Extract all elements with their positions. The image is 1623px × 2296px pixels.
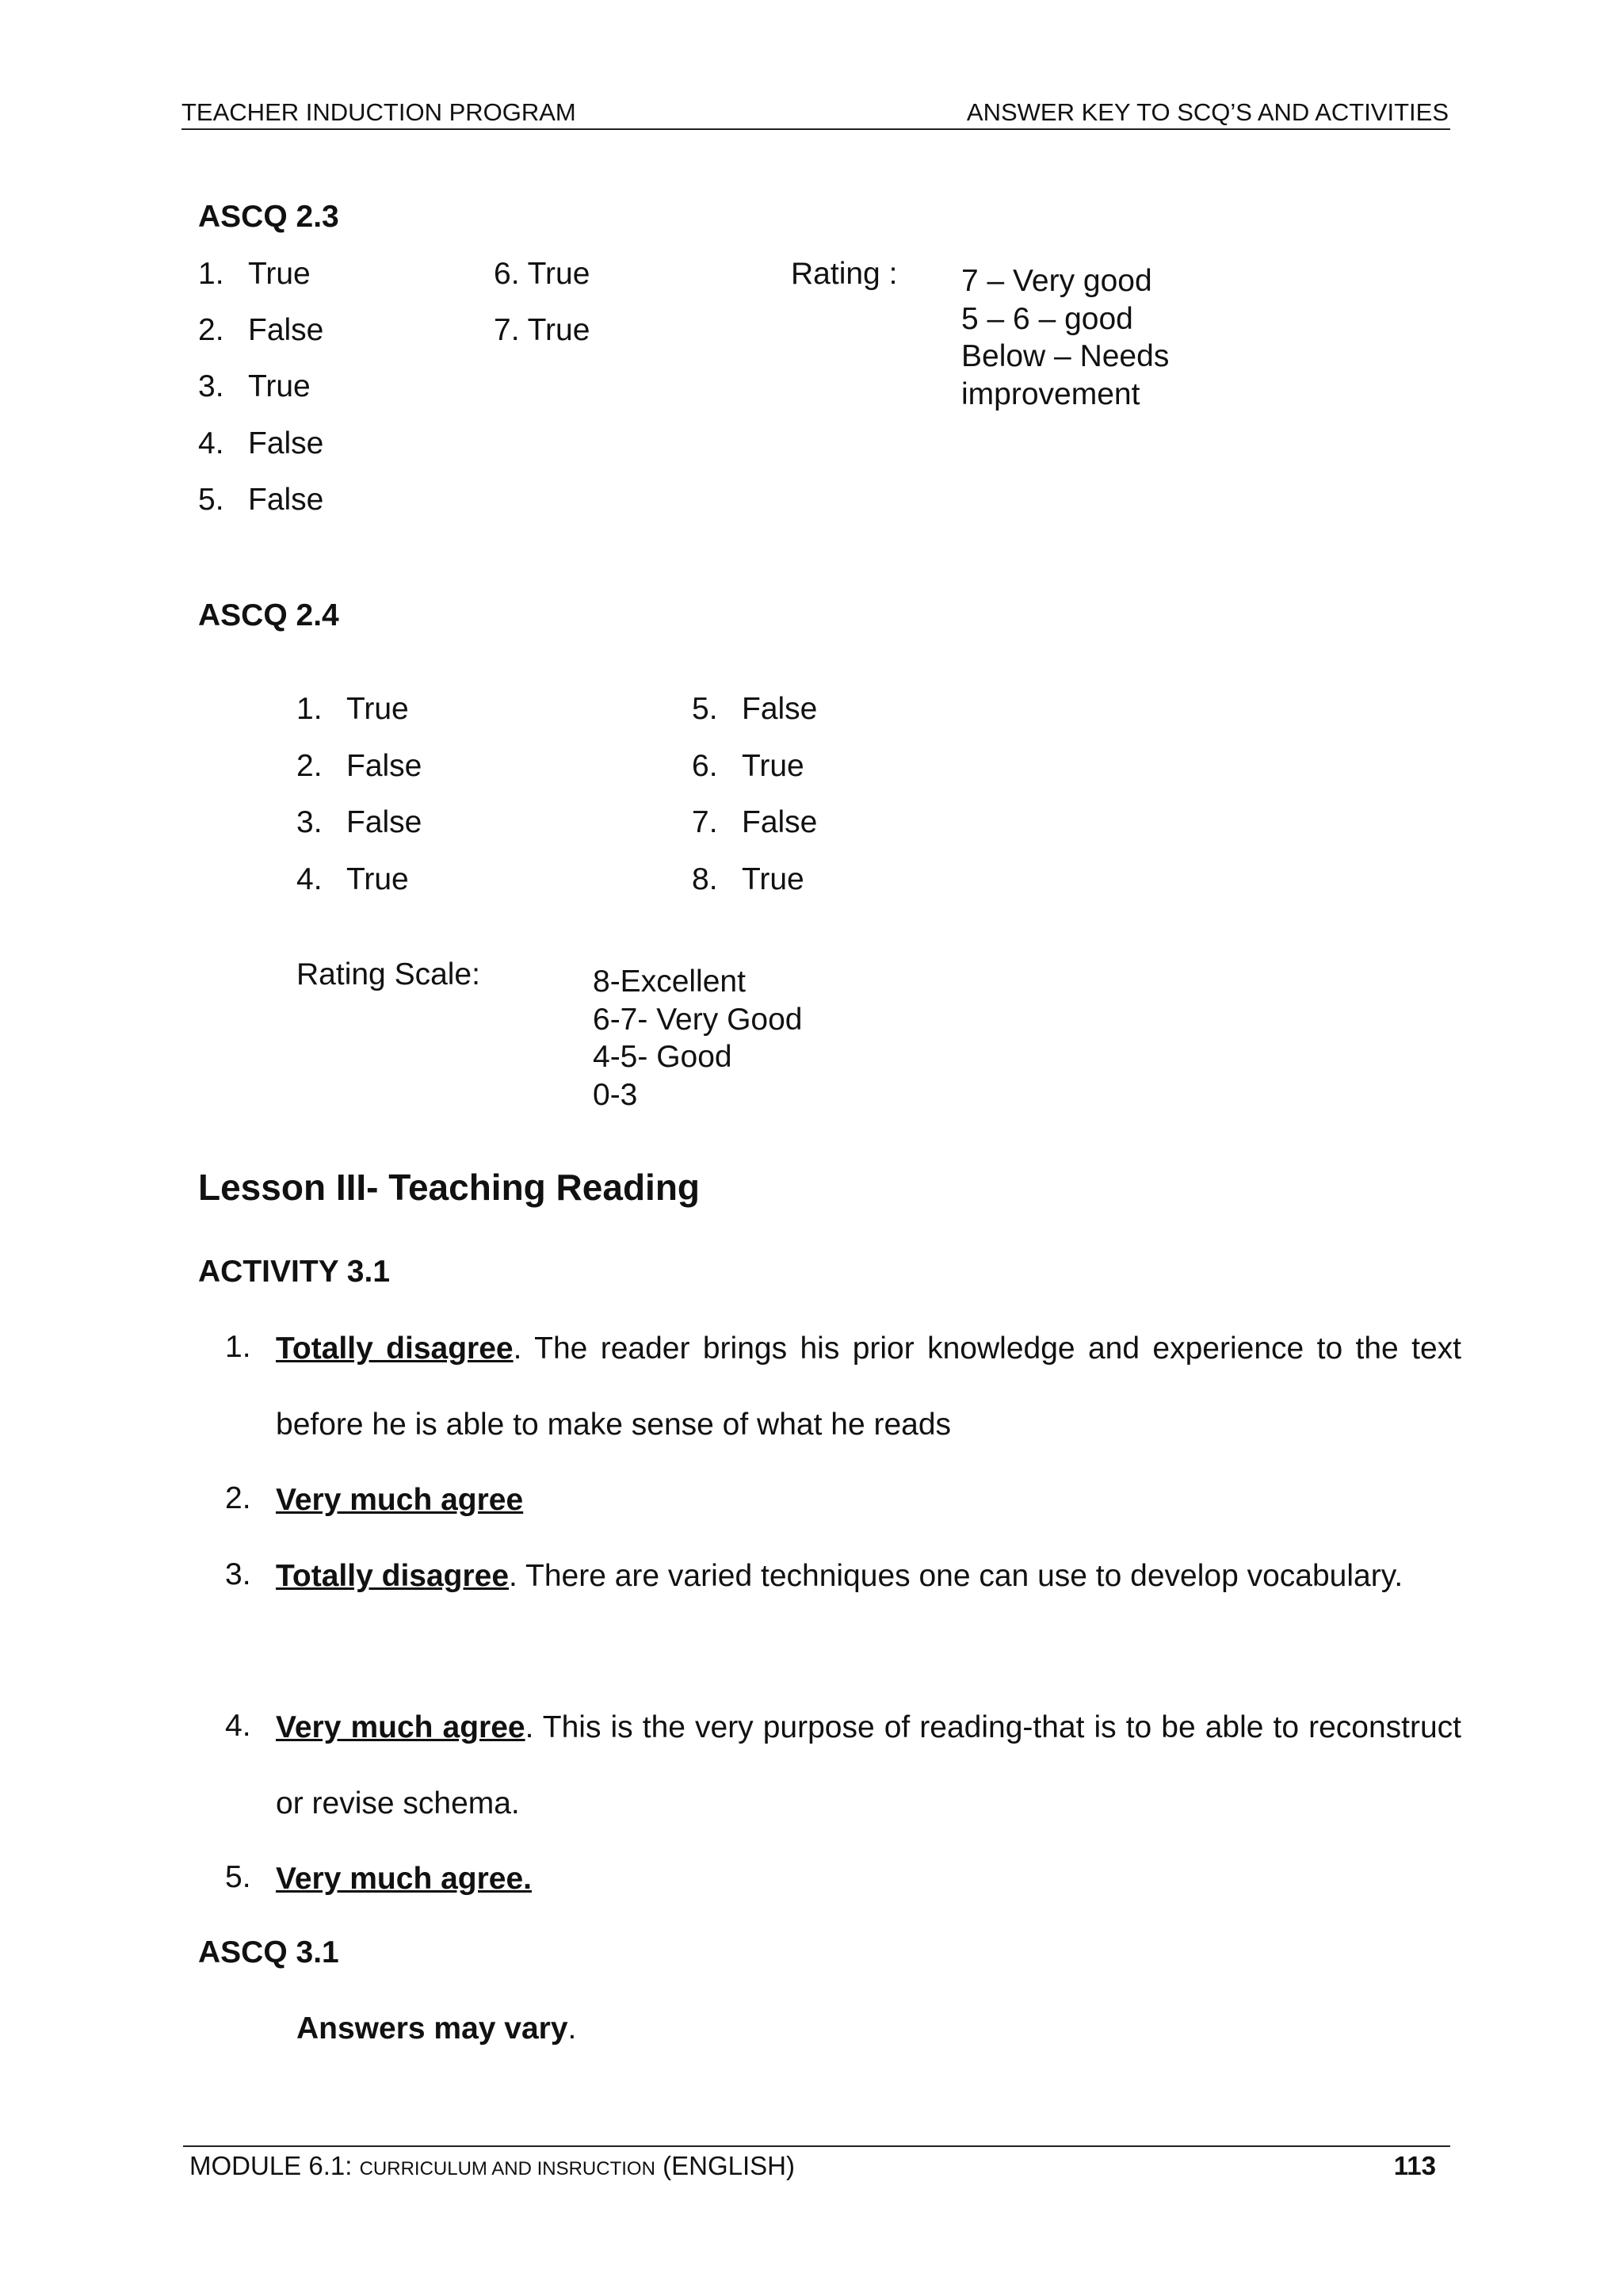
activity-item-text: Very much agree. This is the very purpose of reading-that is to be able to reconstruct or revise schema. xyxy=(276,1710,1461,1820)
activity-item-text: Totally disagree. The reader brings his prior knowledge and experience to the text before he is able to make sense of what he reads xyxy=(276,1331,1461,1442)
activity-item-number: 2. xyxy=(225,1481,251,1515)
ascq-2-4-answer: 4. True xyxy=(296,862,409,896)
ascq-3-1-heading: ASCQ 3.1 xyxy=(198,1935,339,1969)
activity-item-text: Very much agree. xyxy=(276,1862,533,1896)
header-left-title: TEACHER INDUCTION PROGRAM xyxy=(181,98,576,126)
activity-item-text: Very much agree xyxy=(276,1483,524,1517)
ascq-2-4-rating-scale: 8-Excellent 6-7- Very Good 4-5- Good 0-3 xyxy=(593,965,803,1112)
header-right-title: ANSWER KEY TO SCQ’S AND ACTIVITIES xyxy=(966,98,1449,126)
activity-item-text: Totally disagree. There are varied techniques one can use to develop vocabulary. xyxy=(276,1559,1403,1593)
ascq-2-3-answer: 3. True xyxy=(198,369,311,403)
footer-module-title: MODULE 6.1: CURRICULUM AND INSRUCTION (ENGLISH) xyxy=(189,2151,795,2180)
ascq-2-3-answer: 2. False xyxy=(198,313,324,347)
footer-rule xyxy=(183,2145,1450,2147)
ascq-2-3-answer: 6. True xyxy=(494,257,590,291)
ascq-2-4-answer: 7. False xyxy=(692,805,818,839)
ascq-2-4-answer: 8. True xyxy=(692,862,804,896)
ascq-2-3-heading: ASCQ 2.3 xyxy=(198,200,339,234)
activity-3-1-heading: ACTIVITY 3.1 xyxy=(198,1255,391,1289)
ascq-2-3-rating-scale: 7 – Very good 5 – 6 – good Below – Needs improvement xyxy=(961,264,1170,411)
activity-item-number: 5. xyxy=(225,1860,251,1894)
ascq-2-4-answer: 1. True xyxy=(296,692,409,726)
ascq-2-4-heading: ASCQ 2.4 xyxy=(198,598,339,632)
ascq-2-4-answer: 6. True xyxy=(692,749,804,783)
ascq-2-3-answer: 1. True xyxy=(198,257,311,291)
ascq-2-3-answer: 4. False xyxy=(198,426,324,460)
ascq-3-1-answer: Answers may vary. xyxy=(296,2011,577,2046)
ascq-2-4-answer: 3. False xyxy=(296,805,422,839)
header-rule xyxy=(181,128,1450,130)
activity-item-number: 1. xyxy=(225,1330,251,1364)
ascq-2-3-rating-label: Rating : xyxy=(791,257,898,291)
page-number: 113 xyxy=(1393,2151,1436,2180)
activity-item-number: 4. xyxy=(225,1709,251,1743)
ascq-2-4-answer: 2. False xyxy=(296,749,422,783)
ascq-2-3-answer: 5. False xyxy=(198,483,324,517)
lesson-title: Lesson III- Teaching Reading xyxy=(198,1167,701,1208)
ascq-2-4-rating-label: Rating Scale: xyxy=(296,957,480,991)
ascq-2-4-answer: 5. False xyxy=(692,692,818,726)
activity-item-number: 3. xyxy=(225,1557,251,1591)
ascq-2-3-answer: 7. True xyxy=(494,313,590,347)
